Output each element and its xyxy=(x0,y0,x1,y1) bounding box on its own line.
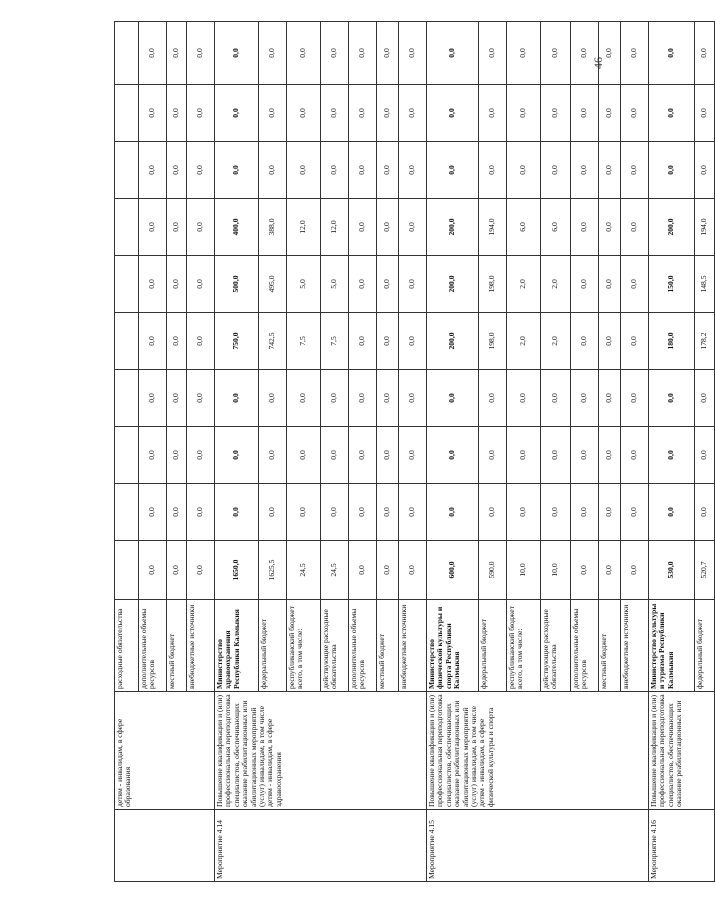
amount-cell: 0,0 xyxy=(695,142,715,199)
amount-cell: 10,0 xyxy=(507,541,541,600)
amount-cell: 0,0 xyxy=(167,427,187,484)
funding-source: расходные обязательства xyxy=(115,600,139,692)
amount-cell: 0,0 xyxy=(695,85,715,142)
amount-cell: 198,0 xyxy=(479,313,507,370)
measure-title: Повышение квалификации и (или) профессиональная переподготовка специалистов, обеспечивающих оказание реабилитационных или абилитационных мероприятий (услуг) инвалидам, в том числе детям - инвалидам, в сфере здравоохранения xyxy=(215,692,427,810)
amount-cell: 0,0 xyxy=(649,370,695,427)
amount-cell: 200,0 xyxy=(427,199,479,256)
measure-number: Мероприятие 4.15 xyxy=(427,810,649,882)
funding-source: Министерство физической культуры и спорта Республики Калмыкия xyxy=(427,600,479,692)
amount-cell: 180,0 xyxy=(649,313,695,370)
amount-cell: 0,0 xyxy=(259,22,287,85)
amount-cell: 0,0 xyxy=(377,199,399,256)
amount-cell xyxy=(115,142,139,199)
amount-cell: 12,0 xyxy=(321,199,349,256)
amount-cell: 0,0 xyxy=(167,22,187,85)
amount-cell: 2,0 xyxy=(507,313,541,370)
funding-source: местный бюджет xyxy=(599,600,621,692)
amount-cell: 0,0 xyxy=(479,427,507,484)
amount-cell: 0,0 xyxy=(287,370,321,427)
amount-cell: 0,0 xyxy=(695,22,715,85)
amount-cell: 200,0 xyxy=(427,256,479,313)
amount-cell: 500,0 xyxy=(215,256,259,313)
amount-cell: 0,0 xyxy=(621,313,649,370)
amount-cell: 0,0 xyxy=(541,85,571,142)
amount-cell: 0,0 xyxy=(621,370,649,427)
measure-title: Повышение квалификации и (или) профессиональная переподготовка специалистов, обеспечивающих оказание реабилитационных или абилитационных мероприятий (услуг) инвалидам, в том числе детям - инвалидам, в сфере физической культуры и спорта xyxy=(427,692,649,810)
amount-cell: 0,0 xyxy=(321,22,349,85)
funding-source: дополнительные объемы ресурсов xyxy=(139,600,167,692)
amount-cell: 0,0 xyxy=(215,427,259,484)
amount-cell: 0,0 xyxy=(139,370,167,427)
amount-cell: 0,0 xyxy=(139,256,167,313)
table-row xyxy=(427,22,479,882)
amount-cell: 0,0 xyxy=(399,22,427,85)
amount-cell: 400,0 xyxy=(215,199,259,256)
funding-source: местный бюджет xyxy=(167,600,187,692)
amount-cell: 0,0 xyxy=(377,256,399,313)
amount-cell: 194,0 xyxy=(695,199,715,256)
amount-cell: 0,0 xyxy=(571,256,599,313)
amount-cell: 1625,5 xyxy=(259,541,287,600)
amount-cell: 0,0 xyxy=(427,22,479,85)
funding-source: Министерство здравоохранения Республики Калмыкия xyxy=(215,600,259,692)
amount-cell: 0,0 xyxy=(349,256,377,313)
amount-cell: 0,0 xyxy=(507,427,541,484)
amount-cell: 0,0 xyxy=(377,541,399,600)
amount-cell: 0,0 xyxy=(599,541,621,600)
amount-cell: 0,0 xyxy=(599,85,621,142)
amount-cell: 0,0 xyxy=(621,256,649,313)
amount-cell: 0,0 xyxy=(287,22,321,85)
amount-cell xyxy=(115,256,139,313)
amount-cell: 0,0 xyxy=(287,142,321,199)
amount-cell: 0,0 xyxy=(507,370,541,427)
amount-cell: 0,0 xyxy=(399,85,427,142)
amount-cell: 0,0 xyxy=(695,484,715,541)
amount-cell: 0,0 xyxy=(599,199,621,256)
funding-source: республиканский бюджет всего, в том числе: xyxy=(287,600,321,692)
amount-cell: 0,0 xyxy=(599,313,621,370)
amount-cell: 2,0 xyxy=(507,256,541,313)
funding-source: Министерство культуры и туризма Республики Калмыкия xyxy=(649,600,695,692)
amount-cell: 0,0 xyxy=(287,484,321,541)
amount-cell: 0,0 xyxy=(399,484,427,541)
amount-cell: 0,0 xyxy=(599,142,621,199)
amount-cell: 5,0 xyxy=(287,256,321,313)
amount-cell: 0,0 xyxy=(139,484,167,541)
amount-cell: 0,0 xyxy=(649,85,695,142)
amount-cell: 0,0 xyxy=(695,427,715,484)
amount-cell: 0,0 xyxy=(541,142,571,199)
amount-cell: 0,0 xyxy=(349,22,377,85)
amount-cell: 600,0 xyxy=(427,541,479,600)
amount-cell: 0,0 xyxy=(139,199,167,256)
amount-cell: 0,0 xyxy=(139,313,167,370)
amount-cell: 24,5 xyxy=(287,541,321,600)
amount-cell: 0,0 xyxy=(427,484,479,541)
funding-source: федеральный бюджет xyxy=(695,600,715,692)
amount-cell: 0,0 xyxy=(377,370,399,427)
amount-cell: 0,0 xyxy=(649,142,695,199)
amount-cell: 0,0 xyxy=(571,313,599,370)
amount-cell: 0,0 xyxy=(599,484,621,541)
amount-cell: 0,0 xyxy=(377,85,399,142)
funding-source: местный бюджет xyxy=(377,600,399,692)
amount-cell xyxy=(115,370,139,427)
measure-number: Мероприятие 4.16 xyxy=(649,810,715,882)
amount-cell: 0,0 xyxy=(507,142,541,199)
amount-cell: 0,0 xyxy=(571,142,599,199)
amount-cell: 0,0 xyxy=(621,22,649,85)
measure-title: Повышение квалификации и (или) профессиональная переподготовка специалистов, обеспечивающих оказание реабилитационных или xyxy=(649,692,715,810)
amount-cell: 0,0 xyxy=(167,199,187,256)
measure-number: Мероприятие 4.14 xyxy=(215,810,427,882)
amount-cell: 200,0 xyxy=(427,313,479,370)
amount-cell: 0,0 xyxy=(321,370,349,427)
amount-cell: 0,0 xyxy=(571,370,599,427)
amount-cell: 0,0 xyxy=(541,370,571,427)
amount-cell: 0,0 xyxy=(349,370,377,427)
amount-cell: 24,5 xyxy=(321,541,349,600)
table-row xyxy=(215,22,259,882)
amount-cell: 0,0 xyxy=(167,484,187,541)
amount-cell: 0,0 xyxy=(507,22,541,85)
amount-cell: 0,0 xyxy=(507,484,541,541)
amount-cell: 750,0 xyxy=(215,313,259,370)
amount-cell: 0,0 xyxy=(259,427,287,484)
amount-cell: 0,0 xyxy=(599,370,621,427)
amount-cell: 0,0 xyxy=(215,85,259,142)
amount-cell: 0,0 xyxy=(621,142,649,199)
amount-cell: 0,0 xyxy=(649,22,695,85)
amount-cell: 12,0 xyxy=(287,199,321,256)
amount-cell: 0,0 xyxy=(599,256,621,313)
funding-source: дополнительные объемы ресурсов xyxy=(571,600,599,692)
amount-cell: 0,0 xyxy=(187,370,215,427)
amount-cell: 0,0 xyxy=(187,85,215,142)
amount-cell: 0,0 xyxy=(187,427,215,484)
funding-source: федеральный бюджет xyxy=(259,600,287,692)
amount-cell: 0,0 xyxy=(167,142,187,199)
amount-cell: 0,0 xyxy=(377,142,399,199)
amount-cell: 0,0 xyxy=(349,427,377,484)
amount-cell: 0,0 xyxy=(321,142,349,199)
amount-cell: 0,0 xyxy=(349,484,377,541)
table-row xyxy=(649,22,695,882)
funding-source: дополнительные объемы ресурсов xyxy=(349,600,377,692)
amount-cell: 0,0 xyxy=(571,22,599,85)
amount-cell: 0,0 xyxy=(571,85,599,142)
amount-cell: 0,0 xyxy=(621,427,649,484)
amount-cell: 0,0 xyxy=(187,313,215,370)
amount-cell: 0,0 xyxy=(599,22,621,85)
amount-cell: 7,5 xyxy=(321,313,349,370)
amount-cell: 2,0 xyxy=(541,313,571,370)
amount-cell: 590,0 xyxy=(479,541,507,600)
amount-cell: 0,0 xyxy=(377,22,399,85)
amount-cell: 0,0 xyxy=(377,484,399,541)
amount-cell: 1650,0 xyxy=(215,541,259,600)
amount-cell xyxy=(115,541,139,600)
amount-cell: 7,5 xyxy=(287,313,321,370)
budget-table xyxy=(114,21,715,882)
amount-cell: 0,0 xyxy=(259,85,287,142)
amount-cell: 0,0 xyxy=(139,85,167,142)
amount-cell: 0,0 xyxy=(399,541,427,600)
amount-cell: 0,0 xyxy=(287,85,321,142)
amount-cell: 148,5 xyxy=(695,256,715,313)
amount-cell: 0,0 xyxy=(259,484,287,541)
amount-cell: 0,0 xyxy=(571,541,599,600)
amount-cell: 495,0 xyxy=(259,256,287,313)
amount-cell: 0,0 xyxy=(215,484,259,541)
amount-cell: 0,0 xyxy=(187,199,215,256)
amount-cell: 150,0 xyxy=(649,256,695,313)
amount-cell: 0,0 xyxy=(349,199,377,256)
amount-cell: 0,0 xyxy=(399,370,427,427)
rotated-table-page xyxy=(114,22,709,882)
amount-cell: 0,0 xyxy=(479,484,507,541)
funding-source: внебюджетные источники xyxy=(621,600,649,692)
amount-cell xyxy=(115,427,139,484)
amount-cell: 0,0 xyxy=(621,85,649,142)
amount-cell: 0,0 xyxy=(349,142,377,199)
amount-cell: 198,0 xyxy=(479,256,507,313)
funding-source: действующие расходные обязательства xyxy=(541,600,571,692)
amount-cell: 0,0 xyxy=(541,22,571,85)
amount-cell: 5,0 xyxy=(321,256,349,313)
amount-cell xyxy=(115,22,139,85)
amount-cell: 0,0 xyxy=(167,541,187,600)
amount-cell: 0,0 xyxy=(479,22,507,85)
amount-cell: 0,0 xyxy=(399,427,427,484)
amount-cell: 178,2 xyxy=(695,313,715,370)
amount-cell: 6,0 xyxy=(541,199,571,256)
amount-cell: 0,0 xyxy=(479,370,507,427)
table-row xyxy=(115,22,139,882)
amount-cell xyxy=(115,484,139,541)
amount-cell: 194,0 xyxy=(479,199,507,256)
amount-cell: 0,0 xyxy=(649,427,695,484)
amount-cell: 200,0 xyxy=(649,199,695,256)
amount-cell: 0,0 xyxy=(167,370,187,427)
table-body xyxy=(115,22,715,882)
amount-cell: 0,0 xyxy=(321,427,349,484)
funding-source: действующие расходные обязательства xyxy=(321,600,349,692)
amount-cell: 0,0 xyxy=(399,142,427,199)
amount-cell: 520,7 xyxy=(695,541,715,600)
amount-cell: 0,0 xyxy=(187,484,215,541)
amount-cell: 0,0 xyxy=(621,484,649,541)
amount-cell: 0,0 xyxy=(187,22,215,85)
amount-cell: 0,0 xyxy=(349,85,377,142)
amount-cell: 0,0 xyxy=(399,199,427,256)
amount-cell: 0,0 xyxy=(259,370,287,427)
funding-source: федеральный бюджет xyxy=(479,600,507,692)
amount-cell: 0,0 xyxy=(507,85,541,142)
amount-cell: 0,0 xyxy=(349,313,377,370)
amount-cell xyxy=(115,199,139,256)
amount-cell: 2,0 xyxy=(541,256,571,313)
amount-cell: 0,0 xyxy=(427,370,479,427)
amount-cell: 0,0 xyxy=(541,427,571,484)
amount-cell: 388,0 xyxy=(259,199,287,256)
amount-cell: 0,0 xyxy=(599,427,621,484)
amount-cell: 0,0 xyxy=(695,370,715,427)
amount-cell: 0,0 xyxy=(167,85,187,142)
amount-cell: 0,0 xyxy=(187,541,215,600)
amount-cell: 530,0 xyxy=(649,541,695,600)
amount-cell: 0,0 xyxy=(541,484,571,541)
amount-cell: 0,0 xyxy=(167,313,187,370)
amount-cell: 0,0 xyxy=(215,142,259,199)
amount-cell: 0,0 xyxy=(621,199,649,256)
amount-cell: 0,0 xyxy=(215,370,259,427)
amount-cell: 0,0 xyxy=(187,142,215,199)
funding-source: республиканский бюджет всего, в том числе: xyxy=(507,600,541,692)
amount-cell: 0,0 xyxy=(321,484,349,541)
amount-cell: 0,0 xyxy=(139,427,167,484)
amount-cell: 0,0 xyxy=(571,484,599,541)
funding-source: внебюджетные источники xyxy=(187,600,215,692)
measure-title: детям - инвалидам, в сфере образования xyxy=(115,692,215,810)
amount-cell: 0,0 xyxy=(377,313,399,370)
amount-cell: 0,0 xyxy=(427,427,479,484)
amount-cell: 0,0 xyxy=(427,142,479,199)
amount-cell: 6,0 xyxy=(507,199,541,256)
amount-cell: 0,0 xyxy=(479,142,507,199)
amount-cell: 0,0 xyxy=(215,22,259,85)
amount-cell: 0,0 xyxy=(139,22,167,85)
amount-cell: 0,0 xyxy=(167,256,187,313)
amount-cell xyxy=(115,85,139,142)
amount-cell: 0,0 xyxy=(287,427,321,484)
amount-cell xyxy=(115,313,139,370)
amount-cell: 0,0 xyxy=(399,313,427,370)
amount-cell: 0,0 xyxy=(139,541,167,600)
amount-cell: 0,0 xyxy=(479,85,507,142)
measure-number xyxy=(115,810,215,882)
amount-cell: 0,0 xyxy=(427,85,479,142)
amount-cell: 0,0 xyxy=(187,256,215,313)
amount-cell: 10,0 xyxy=(541,541,571,600)
amount-cell: 0,0 xyxy=(621,541,649,600)
amount-cell: 0,0 xyxy=(139,142,167,199)
amount-cell: 0,0 xyxy=(349,541,377,600)
amount-cell: 742,5 xyxy=(259,313,287,370)
funding-source: внебюджетные источники xyxy=(399,600,427,692)
amount-cell: 0,0 xyxy=(377,427,399,484)
amount-cell: 0,0 xyxy=(571,427,599,484)
page-number: 46 xyxy=(591,57,605,69)
amount-cell: 0,0 xyxy=(321,85,349,142)
amount-cell: 0,0 xyxy=(259,142,287,199)
amount-cell: 0,0 xyxy=(571,199,599,256)
amount-cell: 0,0 xyxy=(649,484,695,541)
amount-cell: 0,0 xyxy=(399,256,427,313)
